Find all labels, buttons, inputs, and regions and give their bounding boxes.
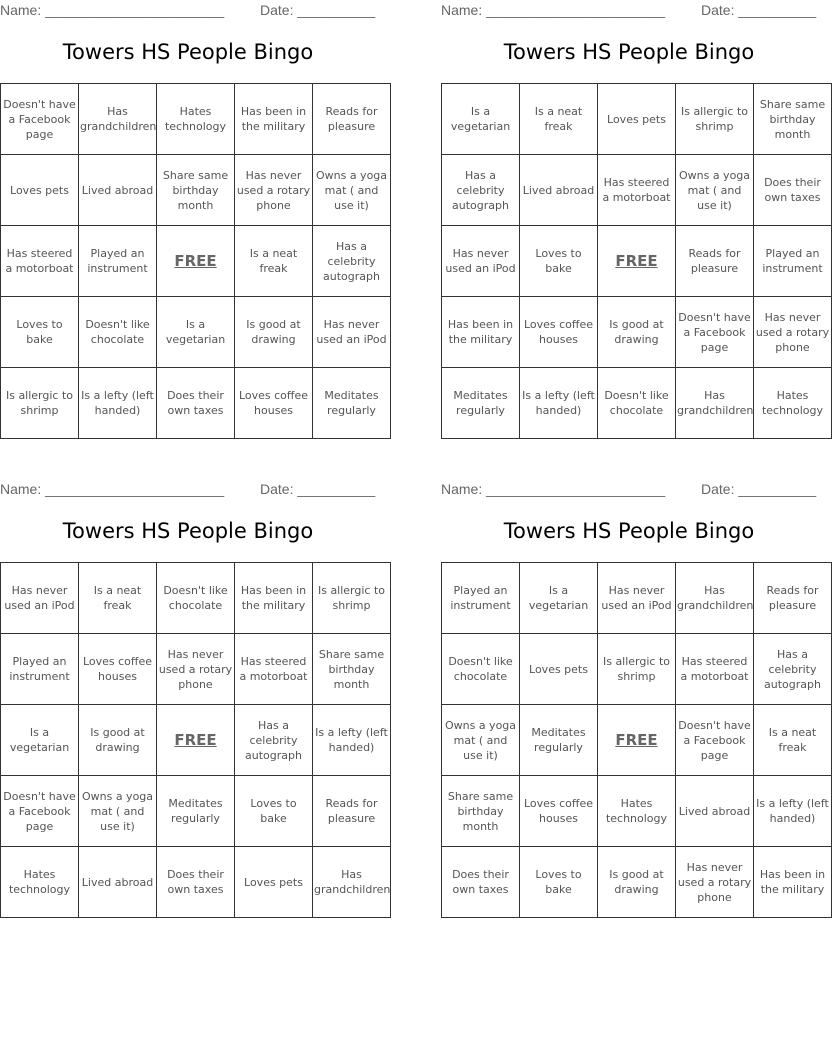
bingo-card [0,479,391,919]
bingo-cell: Is good at drawing [79,705,157,776]
bingo-row [442,563,832,634]
bingo-cell: Has steered a motorboat [1,226,79,297]
bingo-cell: Played an instrument [1,634,79,705]
bingo-cell: Is allergic to shrimp [598,634,676,705]
bingo-row [442,226,832,297]
bingo-cell: Reads for pleasure [754,563,832,634]
bingo-cell: Has never used a rotary phone [676,847,754,918]
bingo-cell: Owns a yoga mat ( and use it) [676,155,754,226]
bingo-cell: Doesn't have a Facebook page [676,705,754,776]
bingo-cell: Owns a yoga mat ( and use it) [313,155,391,226]
bingo-row [1,155,391,226]
bingo-cell: Has been in the military [442,297,520,368]
bingo-cell: Is a vegetarian [157,297,235,368]
card-title: Towers HS People Bingo [62,519,314,543]
card-title: Towers HS People Bingo [503,519,755,543]
name-date-row [441,0,817,22]
bingo-cell: Has steered a motorboat [598,155,676,226]
bingo-cell: Loves pets [235,847,313,918]
free-space-cell: FREE [157,226,235,297]
name-date-row [0,0,376,22]
bingo-cell: Does their own taxes [442,847,520,918]
bingo-cell: Doesn't like chocolate [157,563,235,634]
bingo-cell: Share same birthday month [313,634,391,705]
bingo-grid [441,562,832,918]
bingo-cell: Loves to bake [520,226,598,297]
bingo-cell: Meditates regularly [157,776,235,847]
bingo-cell: Is allergic to shrimp [313,563,391,634]
bingo-cell: Doesn't have a Facebook page [1,776,79,847]
bingo-cell: Has never used a rotary phone [235,155,313,226]
bingo-cell: Loves pets [598,84,676,155]
bingo-cell: Is a lefty (left handed) [313,705,391,776]
name-field-label: Name: _______________________ [441,481,666,497]
bingo-cell: Does their own taxes [754,155,832,226]
name-field-label: Name: _______________________ [0,2,225,18]
bingo-cell: Is a lefty (left handed) [520,368,598,439]
bingo-cell: Doesn't like chocolate [79,297,157,368]
bingo-cell: Reads for pleasure [313,776,391,847]
bingo-cell: Meditates regularly [313,368,391,439]
bingo-row [442,847,832,918]
bingo-cell: Has been in the military [235,563,313,634]
bingo-cell: Loves to bake [1,297,79,368]
bingo-row [442,155,832,226]
bingo-cell: Is a lefty (left handed) [754,776,832,847]
bingo-cell: Has been in the military [235,84,313,155]
bingo-cell: Is good at drawing [598,847,676,918]
bingo-row [442,368,832,439]
free-space-cell: FREE [598,226,676,297]
card-title: Towers HS People Bingo [62,40,314,64]
bingo-row [1,776,391,847]
bingo-row [442,705,832,776]
bingo-cell: Played an instrument [442,563,520,634]
bingo-row [442,776,832,847]
bingo-card [441,479,829,919]
bingo-grid [0,83,391,439]
bingo-cell: Is a neat freak [235,226,313,297]
bingo-cell: Loves coffee houses [235,368,313,439]
bingo-grid [441,83,832,439]
bingo-row [442,297,832,368]
card-title: Towers HS People Bingo [503,40,755,64]
bingo-cell: Has never used an iPod [442,226,520,297]
bingo-cell: Meditates regularly [520,705,598,776]
bingo-cell: Has steered a motorboat [676,634,754,705]
bingo-cell: Loves pets [1,155,79,226]
name-date-row [441,479,817,501]
bingo-cell: Is allergic to shrimp [676,84,754,155]
bingo-cell: Played an instrument [79,226,157,297]
date-field-label: Date: __________ [260,2,376,18]
bingo-cell: Reads for pleasure [676,226,754,297]
name-field-label: Name: _______________________ [441,2,666,18]
date-field-label: Date: __________ [701,2,817,18]
bingo-cell: Is a vegetarian [1,705,79,776]
name-field-label: Name: _______________________ [0,481,225,497]
bingo-cell: Has grandchildren [676,563,754,634]
bingo-cell: Does their own taxes [157,368,235,439]
bingo-cell: Share same birthday month [157,155,235,226]
bingo-card [441,0,830,440]
bingo-cell: Loves coffee houses [520,297,598,368]
bingo-row [1,84,391,155]
bingo-cell: Is a neat freak [79,563,157,634]
bingo-cell: Reads for pleasure [313,84,391,155]
bingo-cell: Lived abroad [520,155,598,226]
bingo-cell: Has never used a rotary phone [157,634,235,705]
bingo-row [442,634,832,705]
bingo-card [0,0,388,440]
bingo-cell: Has grandchildren [79,84,157,155]
bingo-cell: Doesn't like chocolate [442,634,520,705]
bingo-cell: Has never used an iPod [1,563,79,634]
bingo-cell: Share same birthday month [442,776,520,847]
bingo-cell: Doesn't have a Facebook page [1,84,79,155]
date-field-label: Date: __________ [701,481,817,497]
bingo-cell: Loves to bake [235,776,313,847]
date-field-label: Date: __________ [260,481,376,497]
bingo-grid [0,562,391,918]
bingo-row [1,226,391,297]
bingo-cell: Is a neat freak [520,84,598,155]
bingo-cell: Does their own taxes [157,847,235,918]
bingo-cell: Has never used an iPod [598,563,676,634]
bingo-cell: Has never used an iPod [313,297,391,368]
free-space-cell: FREE [157,705,235,776]
bingo-cell: Lived abroad [79,847,157,918]
bingo-cell: Is good at drawing [598,297,676,368]
bingo-row [1,705,391,776]
bingo-cell: Loves pets [520,634,598,705]
bingo-row [1,368,391,439]
bingo-cell: Lived abroad [79,155,157,226]
free-space-cell: FREE [598,705,676,776]
bingo-cell: Hates technology [754,368,832,439]
bingo-cell: Hates technology [157,84,235,155]
bingo-cell: Share same birthday month [754,84,832,155]
bingo-cell: Doesn't like chocolate [598,368,676,439]
bingo-cell: Is a lefty (left handed) [79,368,157,439]
bingo-cell: Has a celebrity autograph [235,705,313,776]
bingo-row [1,847,391,918]
bingo-row [1,297,391,368]
bingo-cell: Owns a yoga mat ( and use it) [442,705,520,776]
bingo-cell: Has a celebrity autograph [754,634,832,705]
bingo-cell: Lived abroad [676,776,754,847]
bingo-cell: Doesn't have a Facebook page [676,297,754,368]
bingo-cell: Hates technology [1,847,79,918]
bingo-cell: Has been in the military [754,847,832,918]
bingo-cell: Is a vegetarian [520,563,598,634]
bingo-cell: Loves coffee houses [79,634,157,705]
bingo-cell: Has a celebrity autograph [313,226,391,297]
bingo-cell: Played an instrument [754,226,832,297]
bingo-cell: Is allergic to shrimp [1,368,79,439]
bingo-row [1,563,391,634]
bingo-cell: Hates technology [598,776,676,847]
bingo-cell: Has steered a motorboat [235,634,313,705]
name-date-row [0,479,376,501]
bingo-cell: Is good at drawing [235,297,313,368]
bingo-cell: Has grandchildren [676,368,754,439]
bingo-cell: Has grandchildren [313,847,391,918]
bingo-cell: Is a vegetarian [442,84,520,155]
bingo-cell: Meditates regularly [442,368,520,439]
bingo-cell: Has a celebrity autograph [442,155,520,226]
bingo-cell: Owns a yoga mat ( and use it) [79,776,157,847]
bingo-cell: Loves to bake [520,847,598,918]
bingo-cell: Loves coffee houses [520,776,598,847]
bingo-row [442,84,832,155]
bingo-cell: Has never used a rotary phone [754,297,832,368]
bingo-cell: Is a neat freak [754,705,832,776]
bingo-row [1,634,391,705]
